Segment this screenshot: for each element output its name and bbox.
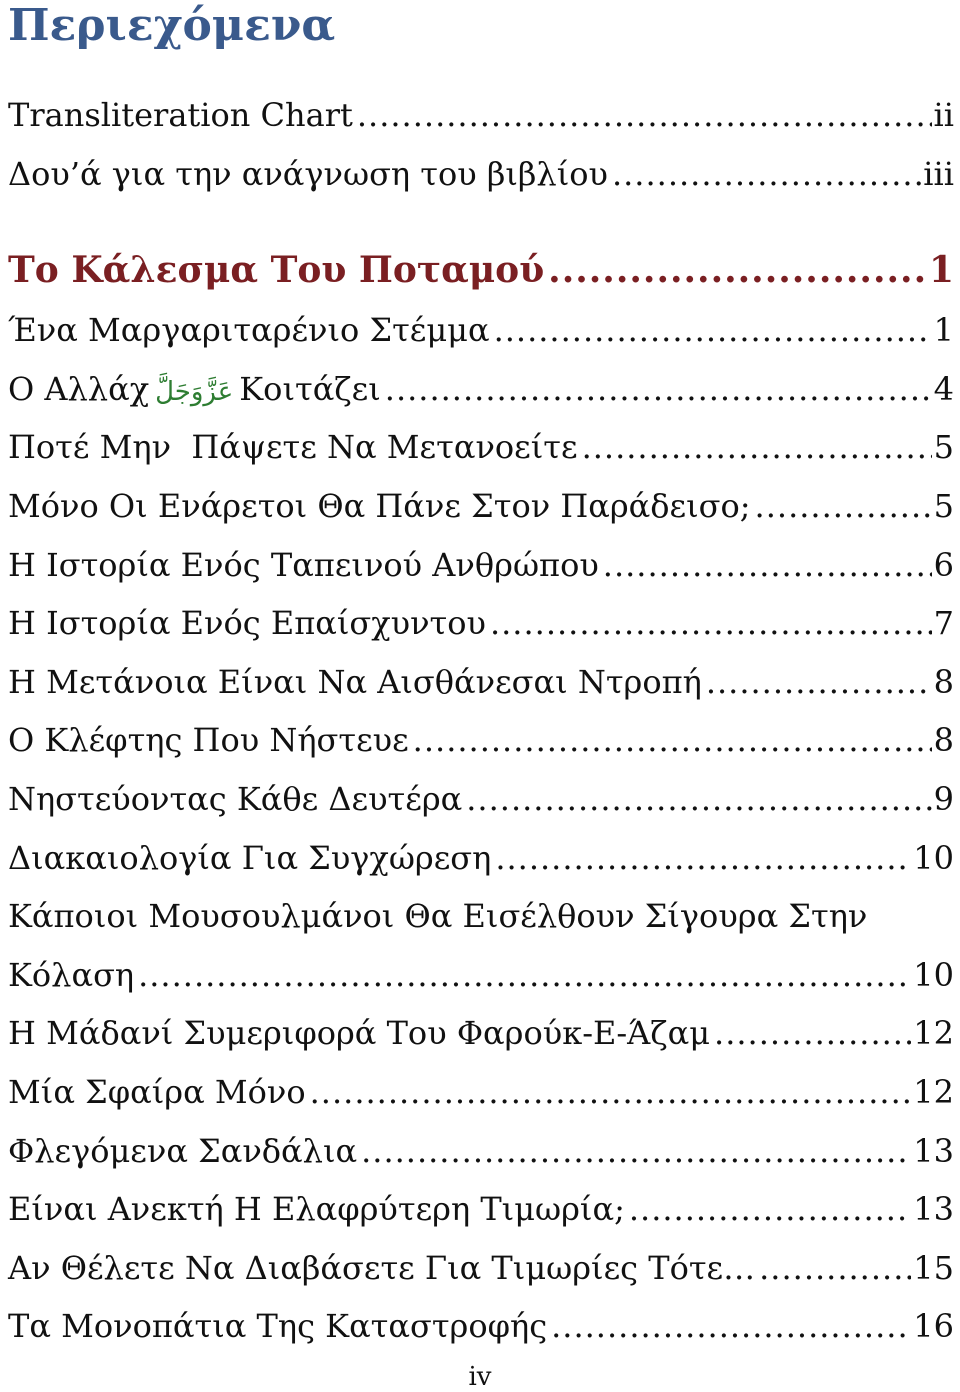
dot-leader <box>706 653 932 712</box>
toc-entry-page: iii <box>923 154 954 193</box>
table-of-contents <box>8 86 954 1356</box>
page-number: iv <box>468 1362 492 1392</box>
toc-entry[interactable] <box>8 86 954 145</box>
toc-entry-page: 13 <box>913 1190 954 1229</box>
toc-entry-label: Η Μετάνοια Είναι Να Αισθάνεσαι Ντροπή <box>8 662 702 701</box>
toc-entry-label: Η Μάδανί Συμεριφορά Του Φαρούκ-Ε-Άζαμ <box>8 1014 711 1053</box>
dot-leader <box>755 477 932 536</box>
toc-entry[interactable] <box>8 770 954 829</box>
dot-leader <box>357 86 932 145</box>
dot-leader <box>629 1180 911 1239</box>
toc-chapter-label: Το Κάλεσμα Του Ποταμού <box>8 249 545 292</box>
dot-leader <box>495 829 911 888</box>
toc-entry[interactable] <box>8 653 954 712</box>
toc-entry-page: 5 <box>933 486 954 525</box>
toc-entry-label: Φλεγόμενα Σανδάλια <box>8 1131 358 1170</box>
dot-leader <box>551 1297 911 1356</box>
toc-entry-label: Η Ιστορία Ενός Ταπεινού Ανθρώπου <box>8 545 599 584</box>
toc-entry[interactable] <box>8 946 954 1005</box>
toc-entry[interactable] <box>8 536 954 595</box>
toc-entry-page: 15 <box>913 1248 954 1287</box>
dot-leader <box>490 594 932 653</box>
toc-entry[interactable] <box>8 360 954 419</box>
toc-entry[interactable] <box>8 477 954 536</box>
toc-entry-label: Τα Μονοπάτια Της Καταστροφής <box>8 1307 548 1346</box>
dot-leader <box>603 536 932 595</box>
toc-entry-label: Ποτέ Μην Πάψετε Να Μετανοείτε <box>8 428 578 467</box>
dot-leader <box>385 360 932 419</box>
toc-entry-page: 16 <box>913 1307 954 1346</box>
dot-leader <box>714 1004 911 1063</box>
toc-entry-page: 10 <box>913 955 954 994</box>
toc-entry-label: Είναι Ανεκτή Η Ελαφρύτερη Τιμωρία; <box>8 1190 625 1229</box>
toc-entry[interactable] <box>8 1122 954 1181</box>
toc-entry-line[interactable] <box>8 887 954 946</box>
toc-entry-label: Ο Κλέφτης Που Νήστευε <box>8 721 409 760</box>
toc-entry[interactable] <box>8 829 954 888</box>
toc-entry[interactable] <box>8 145 954 204</box>
toc-entry-page: 8 <box>933 662 954 701</box>
arabic-honorific: عَزَّوَجَلَّ <box>155 376 234 407</box>
toc-entry[interactable] <box>8 418 954 477</box>
toc-entry-label: Κόλαση <box>8 955 135 994</box>
toc-entry-label: Διακαιολογία Για Συγχώρεση <box>8 838 492 877</box>
toc-entry[interactable] <box>8 301 954 360</box>
dot-leader <box>582 418 932 477</box>
dot-leader <box>138 946 911 1005</box>
toc-entry-page: ii <box>933 96 954 134</box>
toc-entry-label: Κοιτάζει <box>239 369 381 408</box>
toc-entry[interactable] <box>8 1063 954 1122</box>
dot-leader <box>494 301 932 360</box>
toc-entry-page: 10 <box>913 838 954 877</box>
dot-leader <box>310 1063 912 1122</box>
toc-entry-label: Η Ιστορία Ενός Επαίσχυντου <box>8 604 486 643</box>
dot-leader <box>413 711 932 770</box>
dot-leader <box>466 770 931 829</box>
toc-entry[interactable] <box>8 1180 954 1239</box>
toc-entry-page: 4 <box>933 369 954 408</box>
toc-entry[interactable] <box>8 1004 954 1063</box>
toc-chapter-heading[interactable] <box>8 239 954 301</box>
toc-entry-label: Νηστεύοντας Κάθε Δευτέρα <box>8 779 463 818</box>
toc-entry-label: Ο Αλλάχ <box>8 369 150 408</box>
toc-entry-page: 7 <box>933 604 954 643</box>
toc-entry-label: Μόνο Οι Ενάρετοι Θα Πάνε Στον Παράδεισο; <box>8 486 751 525</box>
toc-entry-page: 9 <box>933 779 954 818</box>
toc-entry-page: 12 <box>913 1072 954 1111</box>
page-title: Περιεχόμενα <box>8 0 336 51</box>
dot-leader <box>548 239 927 301</box>
toc-entry-label: Κάποιοι Μουσουλμάνοι Θα Εισέλθουν Σίγουρα Στην <box>8 897 868 936</box>
toc-entry[interactable] <box>8 1239 954 1298</box>
toc-entry-label: Ένα Μαργαριταρένιο Στέμμα <box>8 311 490 350</box>
toc-chapter-page: 1 <box>928 249 954 292</box>
toc-entry-label: Αν Θέλετε Να Διαβάσετε Για Τιμωρίες Τότε… <box>8 1248 756 1287</box>
toc-entry-label: Δου’ά για την ανάγνωση του βιβλίου <box>8 154 608 193</box>
toc-entry-page: 1 <box>933 311 954 350</box>
toc-entry-page: 8 <box>933 721 954 760</box>
toc-entry[interactable] <box>8 594 954 653</box>
toc-entry[interactable] <box>8 711 954 770</box>
toc-entry-page: 12 <box>913 1014 954 1053</box>
dot-leader <box>361 1122 911 1181</box>
toc-entry-page: 6 <box>933 545 954 584</box>
toc-entry-page: 13 <box>913 1131 954 1170</box>
toc-entry-label: Μία Σφαίρα Μόνο <box>8 1072 306 1111</box>
dot-leader <box>759 1239 911 1298</box>
toc-entry-page: 5 <box>933 428 954 467</box>
dot-leader <box>612 145 921 204</box>
toc-entry[interactable] <box>8 1297 954 1356</box>
toc-entry-label: Transliteration Chart <box>8 96 353 134</box>
